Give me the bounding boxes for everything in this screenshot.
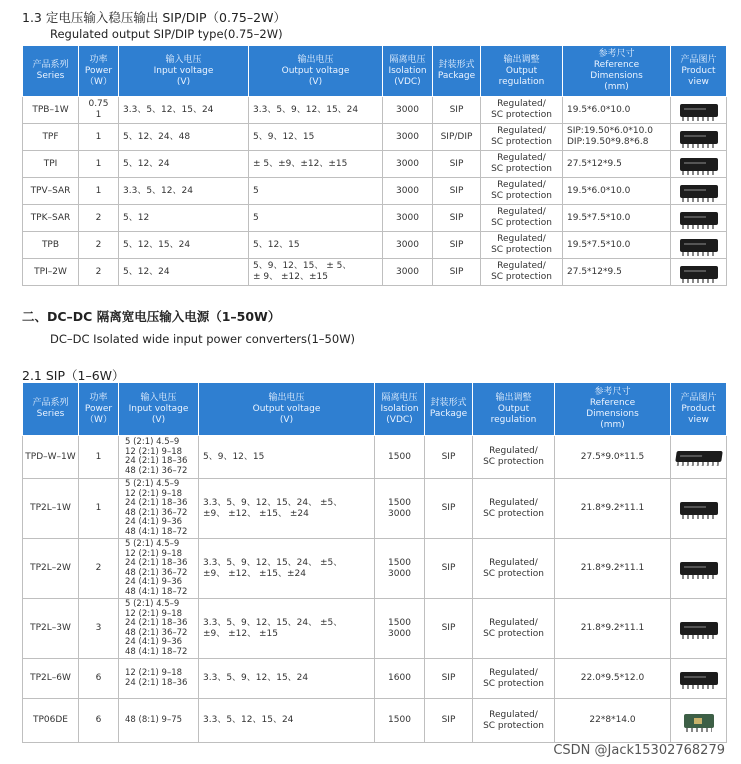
header-regulation: [481, 46, 563, 97]
isolation-cell: 1500: [375, 436, 425, 479]
product-view-cell: [671, 479, 727, 539]
table-row: [23, 232, 727, 259]
output-cell: 5、9、12、15、 ± 5、 ± 9、 ±12、±15: [249, 259, 383, 286]
header-package-line: 封装形式: [438, 60, 475, 70]
header-input-line: Input voltage: [128, 403, 189, 414]
header-input-line: 输入电压: [165, 54, 202, 65]
regulation-cell: Regulated/ SC protection: [481, 151, 563, 178]
header-power: [79, 383, 119, 436]
header-package-line: Package: [429, 409, 468, 419]
input-cell: 5、12、15、24: [119, 232, 249, 259]
power-cell: 0.75 1: [79, 97, 119, 124]
header-output-line: 输出电压: [297, 54, 334, 65]
table-row: [23, 539, 727, 599]
isolation-cell: 3000: [383, 178, 433, 205]
header-view: [671, 46, 727, 97]
table-row: [23, 659, 727, 699]
header-isolation-line: (VDC): [394, 76, 421, 87]
regulation-cell: Regulated/ SC protection: [473, 479, 555, 539]
product-image: [680, 562, 718, 575]
table-row: [23, 178, 727, 205]
output-cell: 5: [249, 178, 383, 205]
series-cell: TPI–2W: [23, 259, 79, 286]
package-cell: SIP: [433, 97, 481, 124]
isolation-cell: 1500 3000: [375, 599, 425, 659]
series-cell: TP2L–2W: [23, 539, 79, 599]
power-cell: 2: [79, 259, 119, 286]
output-cell: 5、9、12、15: [199, 436, 375, 479]
dimensions-cell: 21.8*9.2*11.1: [555, 599, 671, 659]
package-cell: SIP: [425, 699, 473, 743]
header-power-line: Power: [84, 65, 113, 76]
dimensions-cell: 19.5*7.5*10.0: [563, 232, 671, 259]
header-power-line: 功率: [89, 392, 108, 403]
package-cell: SIP/DIP: [433, 124, 481, 151]
input-cell: 3.3、5、12、15、24: [119, 97, 249, 124]
product-image: [680, 158, 718, 171]
header-package: [433, 46, 481, 97]
package-cell: SIP: [425, 599, 473, 659]
input-cell: 5、12、24: [119, 259, 249, 286]
header-input-line: Input voltage: [153, 65, 214, 76]
series-cell: TP06DE: [23, 699, 79, 743]
header-input-line: 输入电压: [140, 392, 177, 403]
input-cell: 5 (2:1) 4.5–9 12 (2:1) 9–18 24 (2:1) 18–36 48 (2:1) 36–72: [119, 436, 199, 479]
output-cell: 3.3、5、9、12、15、24、 ±5、 ±9、 ±12、 ±15、±24: [199, 539, 375, 599]
header-isolation: [375, 383, 425, 436]
output-cell: 3.3、5、9、12、15、24、 ±5、 ±9、 ±12、 ±15: [199, 599, 375, 659]
output-cell: 3.3、5、9、12、15、24: [249, 97, 383, 124]
header-dimensions: [555, 383, 671, 436]
product-image: [680, 239, 718, 252]
header-dimensions-line: Dimensions: [590, 71, 643, 81]
regulation-cell: Regulated/ SC protection: [481, 97, 563, 124]
package-cell: SIP: [433, 232, 481, 259]
section-2-1-title: 2.1 SIP（1–6W）: [22, 368, 125, 383]
section-2-title: 二、DC–DC 隔离宽电压输入电源（1–50W）: [22, 309, 281, 324]
regulation-cell: Regulated/ SC protection: [481, 259, 563, 286]
isolation-cell: 1500 3000: [375, 479, 425, 539]
table-row: [23, 599, 727, 659]
table-row: [23, 436, 727, 479]
regulation-cell: Regulated/ SC protection: [481, 205, 563, 232]
series-cell: TPF: [23, 124, 79, 151]
output-cell: ± 5、±9、±12、±15: [249, 151, 383, 178]
header-regulation: [473, 383, 555, 436]
section-2-subtitle: DC–DC Isolated wide input power converters(1–50W): [50, 332, 356, 346]
header-dimensions: [563, 46, 671, 97]
header-output: [249, 46, 383, 97]
isolation-cell: 3000: [383, 205, 433, 232]
header-series: [23, 46, 79, 97]
output-cell: 3.3、5、9、12、15、24: [199, 659, 375, 699]
product-image: [680, 502, 718, 515]
product-image: [680, 104, 718, 117]
header-regulation-line: regulation: [490, 414, 537, 425]
header-output-line: (V): [279, 414, 294, 425]
power-cell: 3: [79, 599, 119, 659]
header-isolation-line: 隔离电压: [381, 392, 418, 403]
header-dimensions-line: Reference: [589, 398, 636, 408]
product-view-cell: [671, 151, 727, 178]
header-series-line: 产品系列: [32, 60, 69, 70]
series-cell: TPI: [23, 151, 79, 178]
header-dimensions-line: 参考尺寸: [598, 49, 635, 59]
package-cell: SIP: [425, 659, 473, 699]
header-power-line: Power: [84, 403, 113, 414]
package-cell: SIP: [425, 539, 473, 599]
watermark: CSDN @Jack15302768279: [553, 743, 725, 758]
header-package: [425, 383, 473, 436]
product-view-cell: [671, 539, 727, 599]
dimensions-cell: SIP:19.50*6.0*10.0 DIP:19.50*9.8*6.8: [563, 124, 671, 151]
header-regulation-line: 输出调整: [495, 392, 532, 403]
header-series: [23, 383, 79, 436]
package-cell: SIP: [433, 259, 481, 286]
package-cell: SIP: [425, 479, 473, 539]
series-cell: TPK–SAR: [23, 205, 79, 232]
table-row: [23, 699, 727, 743]
header-view-line: Product: [681, 65, 716, 76]
table-header-row: [23, 383, 727, 436]
input-cell: 5 (2:1) 4.5–9 12 (2:1) 9–18 24 (2:1) 18–36 48 (2:1) 36–72 24 (4:1) 9–36 48 (4:1) 18–72: [119, 479, 199, 539]
product-view-cell: [671, 232, 727, 259]
header-dimensions-line: (mm): [604, 82, 629, 92]
header-regulation-line: 输出调整: [503, 54, 540, 65]
dimensions-cell: 19.5*6.0*10.0: [563, 97, 671, 124]
power-cell: 2: [79, 205, 119, 232]
input-cell: 5 (2:1) 4.5–9 12 (2:1) 9–18 24 (2:1) 18–36 48 (2:1) 36–72 24 (4:1) 9–36 48 (4:1) 18–72: [119, 539, 199, 599]
header-input: [119, 383, 199, 436]
product-image: [680, 185, 718, 198]
table-row: [23, 124, 727, 151]
power-cell: 2: [79, 232, 119, 259]
header-view-line: view: [688, 414, 709, 425]
input-cell: 5、12、24: [119, 151, 249, 178]
header-dimensions-line: (mm): [600, 420, 625, 430]
header-output: [199, 383, 375, 436]
table-row: [23, 97, 727, 124]
section-1-3-subtitle: Regulated output SIP/DIP type(0.75–2W): [50, 27, 283, 41]
dimensions-cell: 21.8*9.2*11.1: [555, 479, 671, 539]
package-cell: SIP: [433, 178, 481, 205]
product-view-cell: [671, 178, 727, 205]
output-cell: 3.3、5、9、12、15、24、 ±5、 ±9、 ±12、 ±15、 ±24: [199, 479, 375, 539]
header-regulation-line: Output: [497, 403, 530, 414]
power-cell: 1: [79, 479, 119, 539]
series-cell: TP2L–1W: [23, 479, 79, 539]
output-cell: 5: [249, 205, 383, 232]
regulated-output-table: [22, 45, 727, 286]
header-input: [119, 46, 249, 97]
isolation-cell: 1500 3000: [375, 539, 425, 599]
header-series-line: Series: [36, 71, 65, 81]
output-cell: 5、12、15: [249, 232, 383, 259]
product-image: [680, 131, 718, 144]
isolation-cell: 3000: [383, 151, 433, 178]
header-view-line: 产品图片: [680, 54, 717, 65]
power-cell: 1: [79, 436, 119, 479]
regulation-cell: Regulated/ SC protection: [473, 599, 555, 659]
header-power-line: （W）: [85, 76, 112, 87]
input-cell: 48 (8:1) 9–75: [119, 699, 199, 743]
isolation-cell: 3000: [383, 97, 433, 124]
product-view-cell: [671, 436, 727, 479]
product-view-cell: [671, 599, 727, 659]
isolation-cell: 1600: [375, 659, 425, 699]
input-cell: 5、12: [119, 205, 249, 232]
dimensions-cell: 27.5*12*9.5: [563, 151, 671, 178]
regulation-cell: Regulated/ SC protection: [473, 699, 555, 743]
package-cell: SIP: [433, 205, 481, 232]
product-image: [680, 622, 718, 635]
wide-input-table: [22, 382, 727, 743]
series-cell: TPV–SAR: [23, 178, 79, 205]
output-cell: 5、9、12、15: [249, 124, 383, 151]
isolation-cell: 3000: [383, 259, 433, 286]
product-image: [684, 714, 714, 728]
series-cell: TPB–1W: [23, 97, 79, 124]
table-row: [23, 205, 727, 232]
input-cell: 5 (2:1) 4.5–9 12 (2:1) 9–18 24 (2:1) 18–36 48 (2:1) 36–72 24 (4:1) 9–36 48 (4:1) 18–72: [119, 599, 199, 659]
header-view-line: Product: [681, 403, 716, 414]
power-cell: 2: [79, 539, 119, 599]
dimensions-cell: 27.5*12*9.5: [563, 259, 671, 286]
header-output-line: 输出电压: [268, 392, 305, 403]
header-package-line: 封装形式: [430, 398, 467, 408]
regulation-cell: Regulated/ SC protection: [481, 124, 563, 151]
input-cell: 5、12、24、48: [119, 124, 249, 151]
product-view-cell: [671, 659, 727, 699]
power-cell: 6: [79, 699, 119, 743]
product-view-cell: [671, 205, 727, 232]
product-image: [675, 451, 723, 462]
header-isolation-line: 隔离电压: [389, 54, 426, 65]
package-cell: SIP: [425, 436, 473, 479]
header-output-line: (V): [308, 76, 323, 87]
header-view-line: view: [688, 76, 709, 87]
output-cell: 3.3、5、12、15、24: [199, 699, 375, 743]
header-power-line: （W）: [85, 414, 112, 425]
header-output-line: Output voltage: [281, 65, 350, 76]
dimensions-cell: 22*8*14.0: [555, 699, 671, 743]
header-input-line: (V): [151, 414, 166, 425]
input-cell: 3.3、5、12、24: [119, 178, 249, 205]
dimensions-cell: 21.8*9.2*11.1: [555, 539, 671, 599]
dimensions-cell: 22.0*9.5*12.0: [555, 659, 671, 699]
header-dimensions-line: 参考尺寸: [594, 387, 631, 397]
header-dimensions-line: Reference: [593, 60, 640, 70]
dimensions-cell: 19.5*6.0*10.0: [563, 178, 671, 205]
header-input-line: (V): [176, 76, 191, 87]
regulation-cell: Regulated/ SC protection: [473, 436, 555, 479]
header-isolation-line: Isolation: [380, 403, 419, 414]
header-isolation-line: Isolation: [388, 65, 427, 76]
regulation-cell: Regulated/ SC protection: [473, 659, 555, 699]
isolation-cell: 3000: [383, 124, 433, 151]
table-row: [23, 259, 727, 286]
header-power-line: 功率: [89, 54, 108, 65]
dimensions-cell: 19.5*7.5*10.0: [563, 205, 671, 232]
regulation-cell: Regulated/ SC protection: [473, 539, 555, 599]
isolation-cell: 3000: [383, 232, 433, 259]
header-package-line: Package: [437, 71, 476, 81]
table-row: [23, 479, 727, 539]
header-isolation-line: (VDC): [386, 414, 413, 425]
product-image: [680, 672, 718, 685]
header-output-line: Output voltage: [252, 403, 321, 414]
header-power: [79, 46, 119, 97]
dimensions-cell: 27.5*9.0*11.5: [555, 436, 671, 479]
input-cell: 12 (2:1) 9–18 24 (2:1) 18–36: [119, 659, 199, 699]
header-series-line: 产品系列: [32, 398, 69, 408]
power-cell: 6: [79, 659, 119, 699]
product-view-cell: [671, 699, 727, 743]
header-isolation: [383, 46, 433, 97]
header-series-line: Series: [36, 409, 65, 419]
product-image: [680, 266, 718, 279]
header-view: [671, 383, 727, 436]
series-cell: TP2L–6W: [23, 659, 79, 699]
product-image: [680, 212, 718, 225]
isolation-cell: 1500: [375, 699, 425, 743]
power-cell: 1: [79, 151, 119, 178]
table-header-row: [23, 46, 727, 97]
regulation-cell: Regulated/ SC protection: [481, 232, 563, 259]
section-1-3-title: 1.3 定电压输入稳压输出 SIP/DIP（0.75–2W）: [22, 10, 286, 25]
series-cell: TP2L–3W: [23, 599, 79, 659]
header-dimensions-line: Dimensions: [586, 409, 639, 419]
header-view-line: 产品图片: [680, 392, 717, 403]
table-row: [23, 151, 727, 178]
series-cell: TPB: [23, 232, 79, 259]
power-cell: 1: [79, 124, 119, 151]
product-view-cell: [671, 259, 727, 286]
header-regulation-line: regulation: [498, 76, 545, 87]
product-view-cell: [671, 97, 727, 124]
power-cell: 1: [79, 178, 119, 205]
regulation-cell: Regulated/ SC protection: [481, 178, 563, 205]
package-cell: SIP: [433, 151, 481, 178]
header-regulation-line: Output: [505, 65, 538, 76]
product-view-cell: [671, 124, 727, 151]
series-cell: TPD–W–1W: [23, 436, 79, 479]
